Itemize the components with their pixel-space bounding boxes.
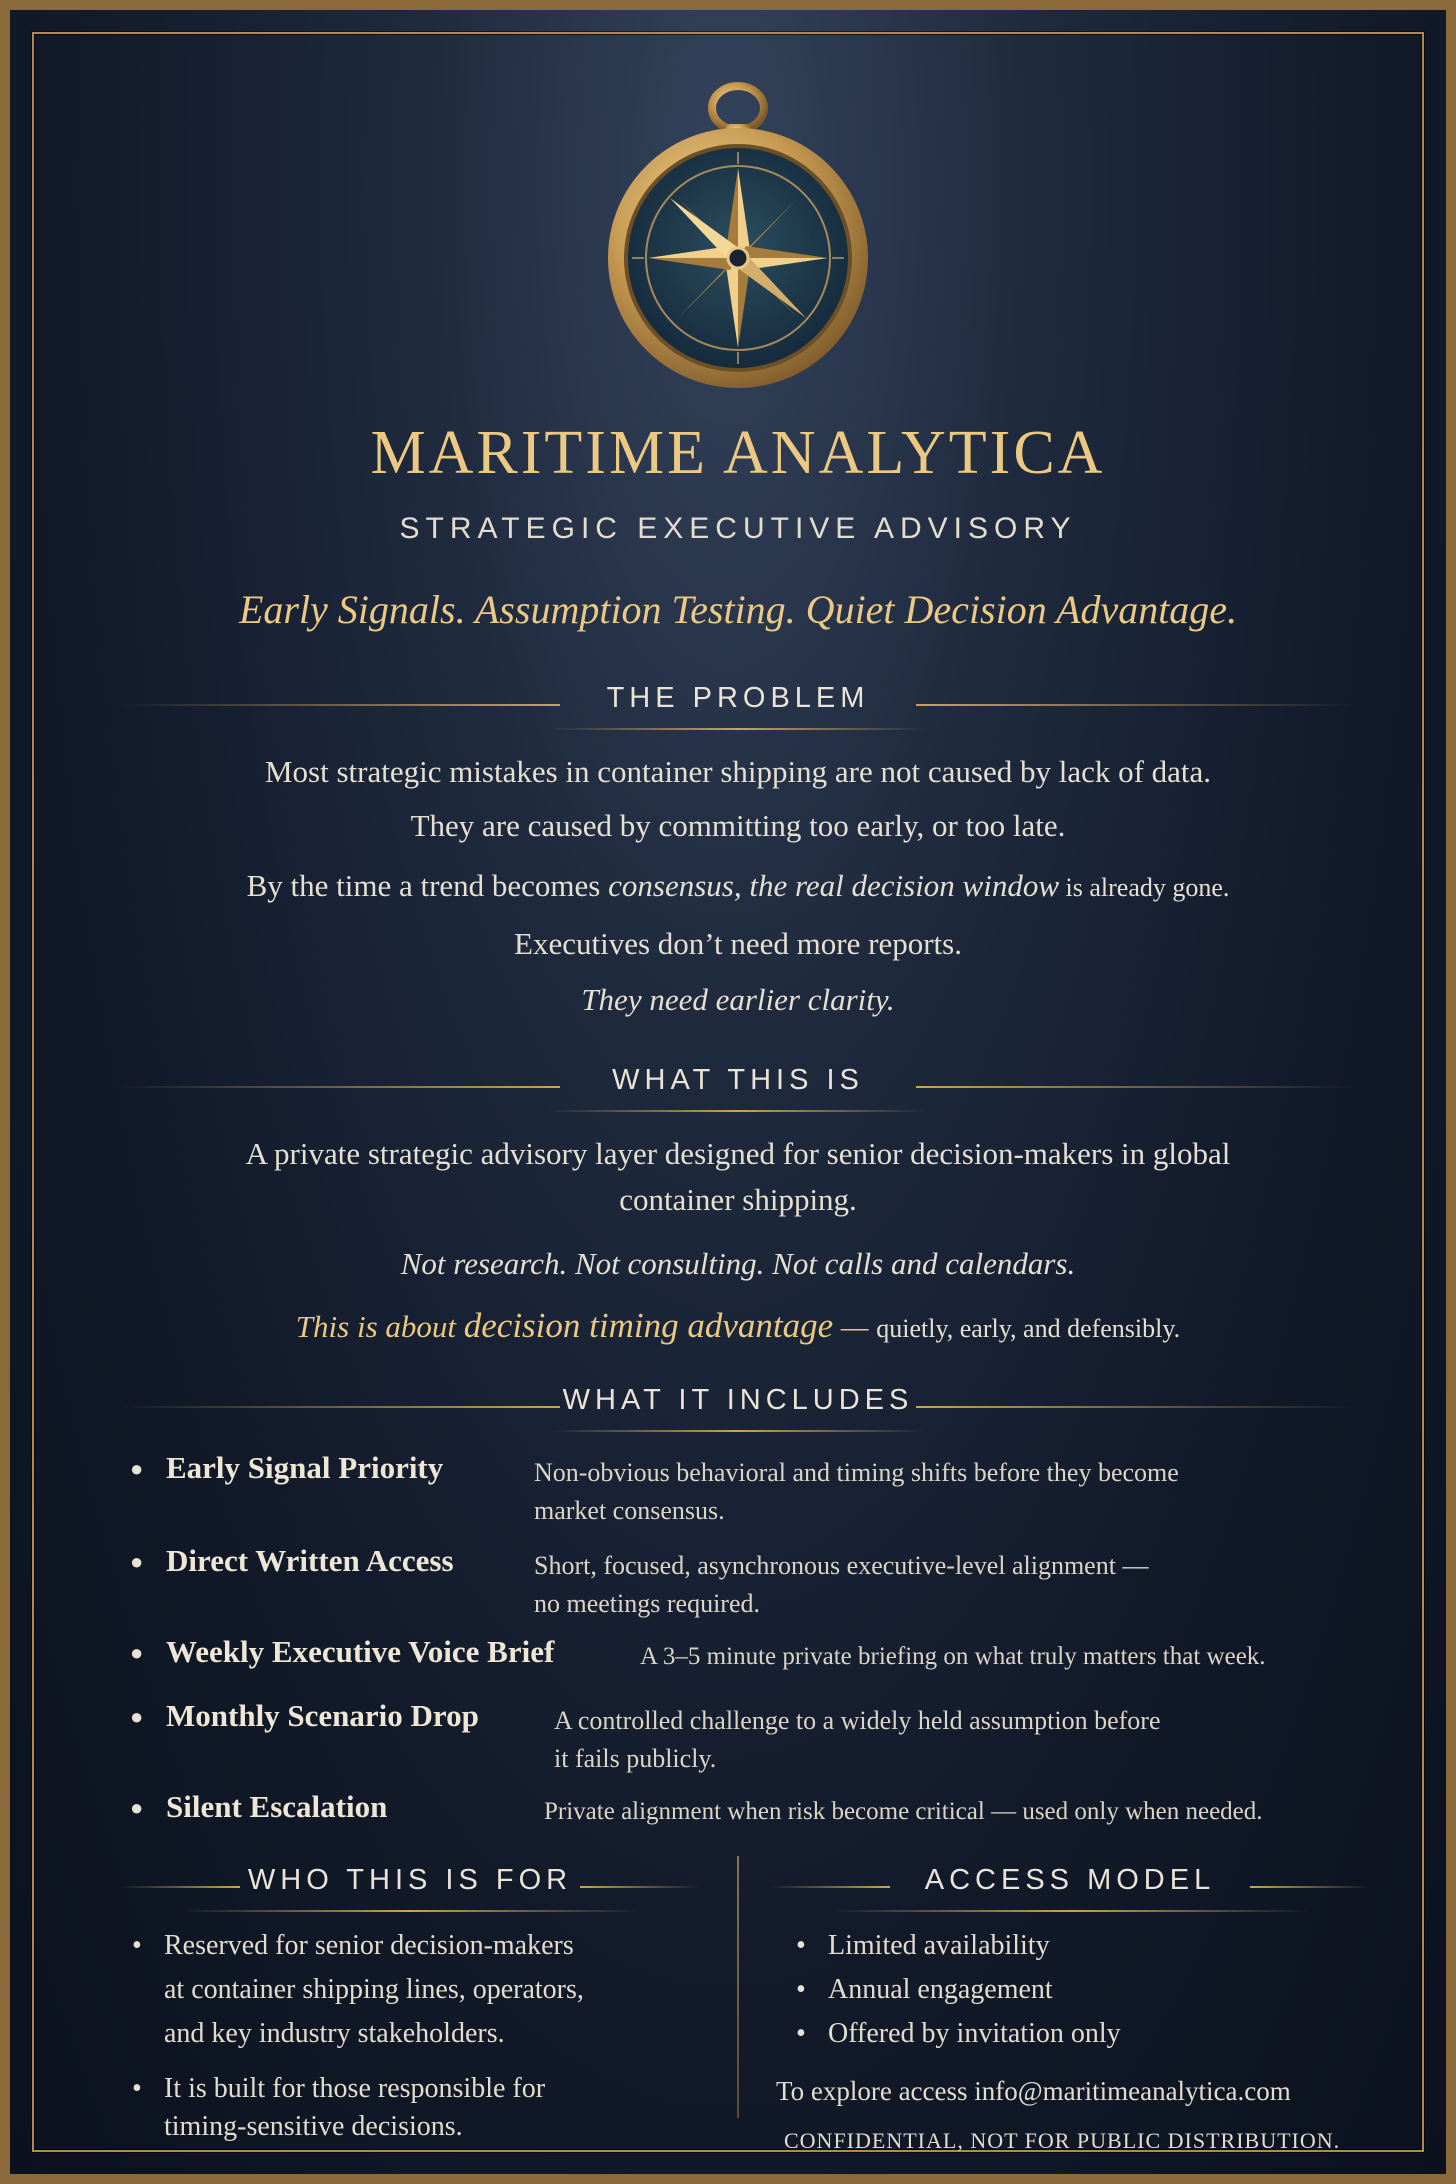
problem-line-2: They are caused by committing too early, or too late. [410, 808, 1066, 843]
problem-line-3 [10, 868, 1456, 904]
include-desc-line-1: Non-obvious behavioral and timing shifts before they become [534, 1458, 1179, 1487]
who-item-1-line-1: • Reserved for senior decision-makers [164, 1930, 574, 1961]
what-line-4-emphasis: decision timing advantage [463, 1306, 834, 1345]
bullet-icon: ● [130, 1704, 144, 1729]
bullet-icon: ● [130, 1640, 144, 1665]
who-item-2-line-1: • It is built for those responsible for [164, 2073, 546, 2104]
bullet-icon: ● [130, 1795, 144, 1820]
access-list [796, 1924, 1396, 2056]
section-header-access [770, 1856, 1370, 1916]
contact-line: To explore access info@maritimeanalytica.com [776, 2076, 1291, 2106]
include-desc [554, 1702, 1161, 1778]
include-desc-line-1: A controlled challenge to a widely held assumption before [554, 1706, 1161, 1735]
list-item [132, 1924, 712, 2056]
include-name: Direct Written Access [166, 1543, 454, 1578]
rule-under [550, 1110, 926, 1112]
include-name: Silent Escalation [166, 1789, 388, 1824]
list-item [132, 2070, 712, 2146]
who-item-1-line-2: at container shipping lines, operators, [164, 1974, 584, 2005]
section-header-includes [120, 1376, 1356, 1436]
include-desc-line-2: market consensus. [534, 1496, 725, 1525]
rule-under [550, 1430, 926, 1432]
tagline: Early Signals. Assumption Testing. Quiet Decision Advantage. [238, 587, 1238, 632]
include-name: Monthly Scenario Drop [166, 1698, 479, 1733]
bullet-icon: ● [130, 1549, 144, 1574]
include-desc-line-1: Private alignment when risk become critical — used only when needed. [544, 1798, 1263, 1825]
what-line-1: A private strategic advisory layer designed for senior decision-makers in global [245, 1136, 1231, 1171]
rule-under [550, 728, 926, 730]
section-title: ACCESS MODEL [924, 1864, 1216, 1896]
what-line-2: container shipping. [619, 1182, 857, 1217]
section-header-what-this-is [120, 1056, 1356, 1116]
problem-line-3-emphasis: consensus, the real decision window [608, 868, 1060, 903]
who-for-list [132, 1924, 712, 2146]
include-desc [534, 1454, 1179, 1530]
include-name: Early Signal Priority [166, 1450, 444, 1485]
problem-line-5: They need earlier clarity. [581, 982, 895, 1017]
section-header-who-for [120, 1856, 700, 1916]
include-desc-line-2: it fails publicly. [554, 1744, 717, 1773]
brand-subtitle: STRATEGIC EXECUTIVE ADVISORY [399, 512, 1077, 545]
include-desc-line-1: Short, focused, asynchronous executive-level alignment — [534, 1551, 1149, 1580]
list-item: • Offered by invitation only [796, 2012, 1396, 2056]
what-line-4-dash: — [833, 1309, 877, 1344]
section-title: WHAT IT INCLUDES [562, 1384, 914, 1416]
who-item-1-line-3: and key industry stakeholders. [164, 2018, 505, 2049]
section-title: THE PROBLEM [606, 682, 870, 714]
confidential-notice: CONFIDENTIAL, NOT FOR PUBLIC DISTRIBUTION. [784, 2128, 1341, 2153]
brand-title: MARITIME ANALYTICA [370, 419, 1106, 487]
include-desc [544, 1793, 1263, 1831]
problem-line-4: Executives don’t need more reports. [514, 926, 962, 961]
include-name: Weekly Executive Voice Brief [166, 1634, 555, 1669]
who-item-2-line-2: timing-sensitive decisions. [164, 2111, 463, 2142]
rule-under [830, 1910, 1310, 1912]
problem-line-3-a: By the time a trend becomes [246, 868, 609, 903]
section-header-problem [120, 674, 1356, 734]
list-item: • Limited availability [796, 1924, 1396, 1968]
problem-line-1: Most strategic mistakes in container shipping are not caused by lack of data. [264, 754, 1212, 789]
include-desc [640, 1638, 1266, 1676]
include-desc-line-1: A 3–5 minute private briefing on what truly matters that week. [640, 1643, 1266, 1670]
compass-icon [598, 80, 878, 390]
section-title: WHO THIS IS FOR [247, 1864, 573, 1896]
include-desc-line-2: no meetings required. [534, 1589, 760, 1618]
column-divider [737, 1856, 739, 2118]
section-title: WHAT THIS IS [612, 1064, 864, 1096]
list-item: • Annual engagement [796, 1968, 1396, 2012]
include-desc [534, 1547, 1148, 1623]
what-line-4-a: This is about [295, 1309, 464, 1344]
what-line-4 [10, 1306, 1456, 1346]
what-line-3: Not research. Not consulting. Not calls and calendars. [400, 1246, 1076, 1281]
what-line-4-d: quietly, early, and defensibly. [876, 1314, 1181, 1343]
problem-line-3-c: is already gone. [1059, 873, 1230, 902]
bullet-icon: ● [130, 1456, 144, 1481]
rule-under [180, 1910, 640, 1912]
